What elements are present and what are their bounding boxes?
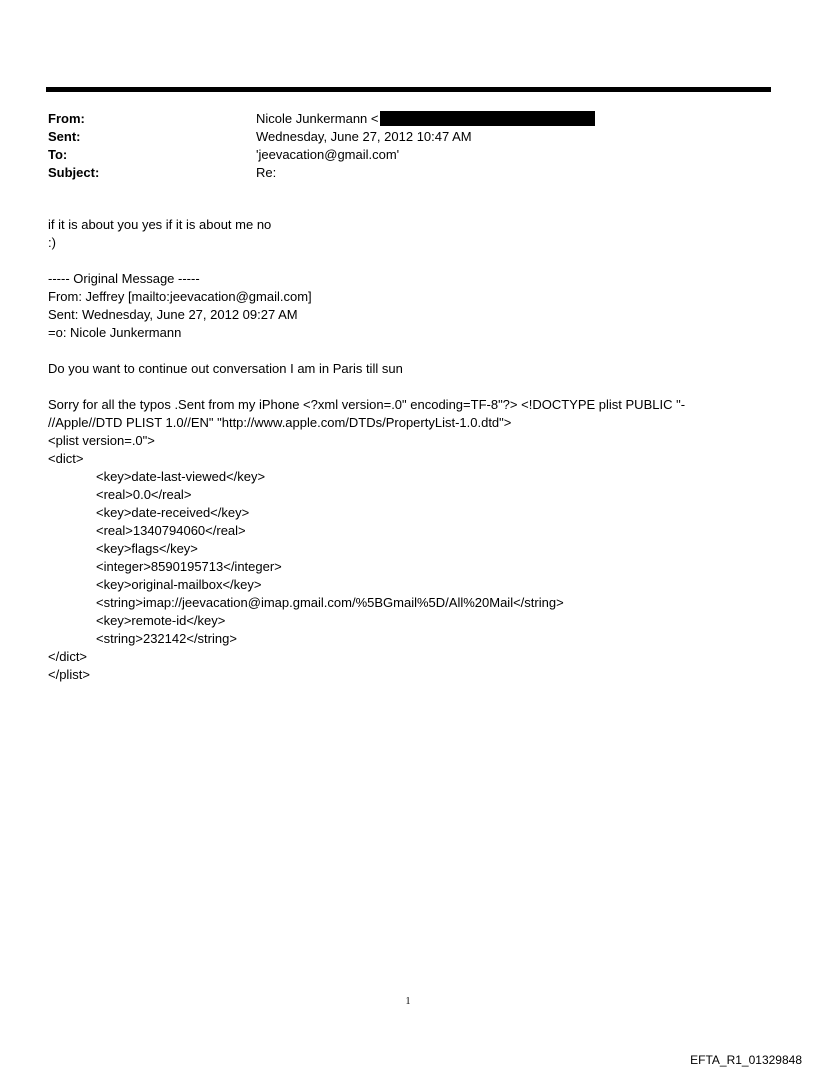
to-row (48, 146, 748, 164)
sent-label: Sent: (48, 129, 81, 144)
sent-value: Wednesday, June 27, 2012 10:47 AM (256, 129, 472, 144)
original-to: =o: Nicole Junkermann (48, 325, 182, 340)
plist-close: </plist> (48, 667, 90, 682)
from-value (256, 110, 595, 129)
dict-item: <key>date-last-viewed</key> (96, 469, 266, 484)
to-value: 'jeevacation@gmail.com' (256, 147, 400, 162)
question-line: Do you want to continue out conversation I am in Paris till sun (48, 361, 403, 376)
dict-item: <integer>8590195713</integer> (96, 559, 282, 574)
reply-line: if it is about you yes if it is about me no (48, 217, 272, 232)
dict-item: <real>1340794060</real> (96, 523, 246, 538)
original-from: From: Jeffrey [mailto:jeevacation@gmail.com] (48, 289, 312, 304)
page-number: 1 (405, 996, 411, 1007)
email-body (48, 216, 768, 684)
subject-value: Re: (256, 165, 277, 180)
original-sent: Sent: Wednesday, June 27, 2012 09:27 AM (48, 307, 298, 322)
redaction-bar (380, 111, 595, 126)
plist-open: <plist version=.0"> (48, 433, 155, 448)
dict-item: <key>date-received</key> (96, 505, 250, 520)
subject-row (48, 164, 748, 182)
from-name: Nicole Junkermann < (256, 111, 379, 126)
signature-line: Sorry for all the typos .Sent from my iPhone <?xml version=.0" encoding=TF-8"?> <!DOCTYPE plist PUBLIC "- (48, 397, 686, 412)
top-rule (46, 87, 771, 92)
dict-item: <key>flags</key> (96, 541, 198, 556)
dict-item: <string>imap://jeevacation@imap.gmail.com/%5BGmail%5D/All%20Mail</string> (96, 595, 564, 610)
from-label: From: (48, 111, 85, 126)
to-label: To: (48, 147, 68, 162)
dict-item: <key>remote-id</key> (96, 613, 226, 628)
reply-line: :) (48, 235, 56, 250)
dict-item: <key>original-mailbox</key> (96, 577, 262, 592)
document-id: EFTA_R1_01329848 (690, 1053, 802, 1067)
dict-item: <string>232142</string> (96, 631, 237, 646)
dict-item: <real>0.0</real> (96, 487, 192, 502)
dict-open: <dict> (48, 451, 84, 466)
sent-row (48, 128, 748, 146)
email-header (48, 110, 748, 182)
subject-label: Subject: (48, 165, 100, 180)
doctype-line: //Apple//DTD PLIST 1.0//EN" "http://www.apple.com/DTDs/PropertyList-1.0.dtd"> (48, 415, 512, 430)
dict-close: </dict> (48, 649, 88, 664)
original-message-header: ----- Original Message ----- (48, 271, 200, 286)
from-row (48, 110, 748, 128)
